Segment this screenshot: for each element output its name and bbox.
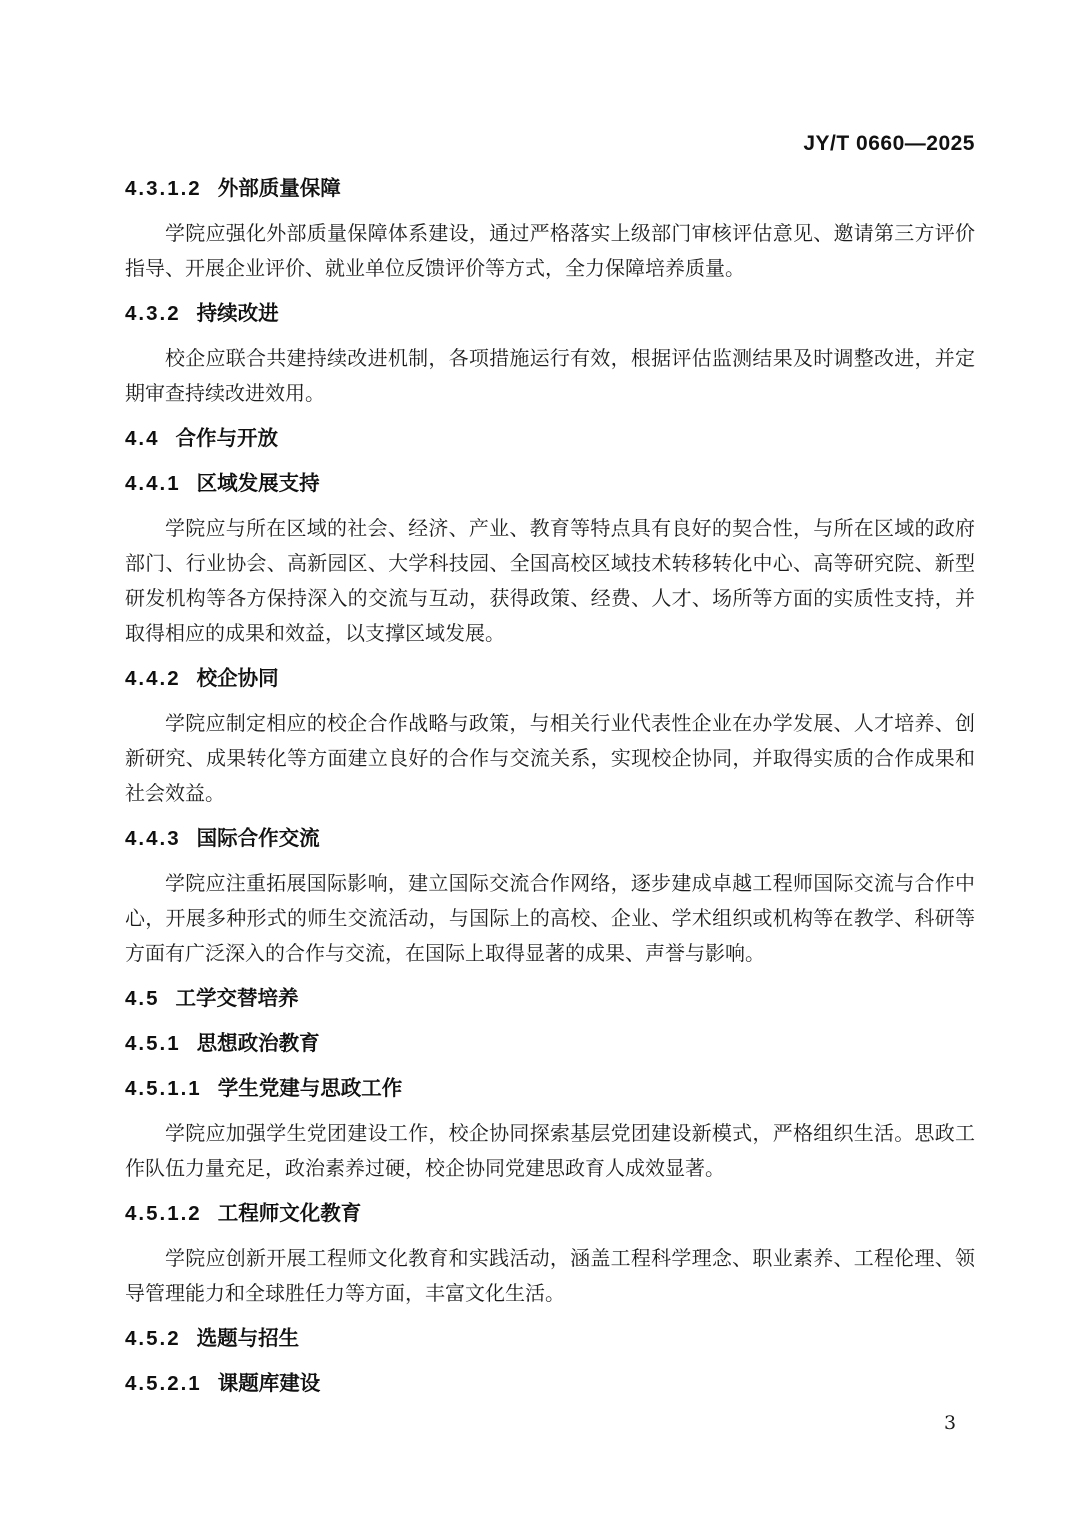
heading-4-4 — [125, 421, 975, 456]
heading-4-5-2-1 — [125, 1366, 975, 1401]
heading-number: 4.4 — [125, 427, 160, 450]
heading-title: 思想政治教育 — [196, 1032, 320, 1055]
heading-number: 4.4.3 — [125, 827, 181, 850]
paragraph: 校企应联合共建持续改进机制，各项措施运行有效，根据评估监测结果及时调整改进，并定期审查持续改进效用。 — [125, 346, 975, 405]
heading-number: 4.5.2 — [125, 1327, 181, 1350]
heading-title: 区域发展支持 — [196, 472, 320, 495]
heading-title: 工学交替培养 — [175, 987, 299, 1010]
paragraph: 学院应与所在区域的社会、经济、产业、教育等特点具有良好的契合性，与所在区域的政府部门、行业协会、高新园区、大学科技园、全国高校区域技术转移转化中心、高等研究院、新型研发机构等各方保持深入的交流与互动，获得政策、经费、人才、场所等方面的实质性支持，并取得相应的成果和效益，以支撑区域发展。 — [125, 516, 975, 645]
standard-code-header: JY/T 0660—2025 — [803, 132, 975, 155]
heading-title: 学生党建与思政工作 — [217, 1077, 403, 1100]
paragraph: 学院应注重拓展国际影响，建立国际交流合作网络，逐步建成卓越工程师国际交流与合作中心，开展多种形式的师生交流活动，与国际上的高校、企业、学术组织或机构等在教学、科研等方面有广泛深入的合作与交流，在国际上取得显著的成果、声誉与影响。 — [125, 871, 975, 965]
heading-title: 校企协同 — [196, 667, 279, 690]
paragraph: 学院应制定相应的校企合作战略与政策，与相关行业代表性企业在办学发展、人才培养、创新研究、成果转化等方面建立良好的合作与交流关系，实现校企协同，并取得实质的合作成果和社会效益。 — [125, 711, 975, 805]
heading-title: 课题库建设 — [217, 1372, 321, 1395]
heading-title: 工程师文化教育 — [217, 1202, 362, 1225]
heading-4-3-1-2 — [125, 171, 975, 206]
heading-number: 4.3.1.2 — [125, 177, 202, 200]
heading-number: 4.5.1.2 — [125, 1202, 202, 1225]
heading-number: 4.5.1.1 — [125, 1077, 202, 1100]
heading-4-5-1-2 — [125, 1196, 975, 1231]
heading-title: 合作与开放 — [175, 427, 278, 450]
heading-4-3-2 — [125, 296, 975, 331]
heading-4-5-1-1 — [125, 1071, 975, 1106]
heading-title: 外部质量保障 — [217, 177, 341, 200]
heading-number: 4.5 — [125, 987, 160, 1010]
heading-number: 4.3.2 — [125, 302, 181, 325]
paragraph: 学院应加强学生党团建设工作，校企协同探索基层党团建设新模式，严格组织生活。思政工作队伍力量充足，政治素养过硬，校企协同党建思政育人成效显著。 — [125, 1121, 975, 1180]
heading-title: 国际合作交流 — [196, 827, 320, 850]
page-number: 3 — [944, 1412, 957, 1434]
heading-title: 持续改进 — [196, 302, 279, 325]
heading-4-4-1 — [125, 466, 975, 501]
heading-number: 4.5.1 — [125, 1032, 181, 1055]
heading-4-4-3 — [125, 821, 975, 856]
heading-number: 4.4.2 — [125, 667, 181, 690]
paragraph: 学院应创新开展工程师文化教育和实践活动，涵盖工程科学理念、职业素养、工程伦理、领导管理能力和全球胜任力等方面，丰富文化生活。 — [125, 1246, 975, 1305]
heading-4-5-1 — [125, 1026, 975, 1061]
heading-4-5-2 — [125, 1321, 975, 1356]
heading-number: 4.5.2.1 — [125, 1372, 202, 1395]
heading-4-5 — [125, 981, 975, 1016]
heading-number: 4.4.1 — [125, 472, 181, 495]
paragraph: 学院应强化外部质量保障体系建设，通过严格落实上级部门审核评估意见、邀请第三方评价指导、开展企业评价、就业单位反馈评价等方式，全力保障培养质量。 — [125, 221, 975, 280]
heading-4-4-2 — [125, 661, 975, 696]
heading-title: 选题与招生 — [196, 1327, 300, 1350]
